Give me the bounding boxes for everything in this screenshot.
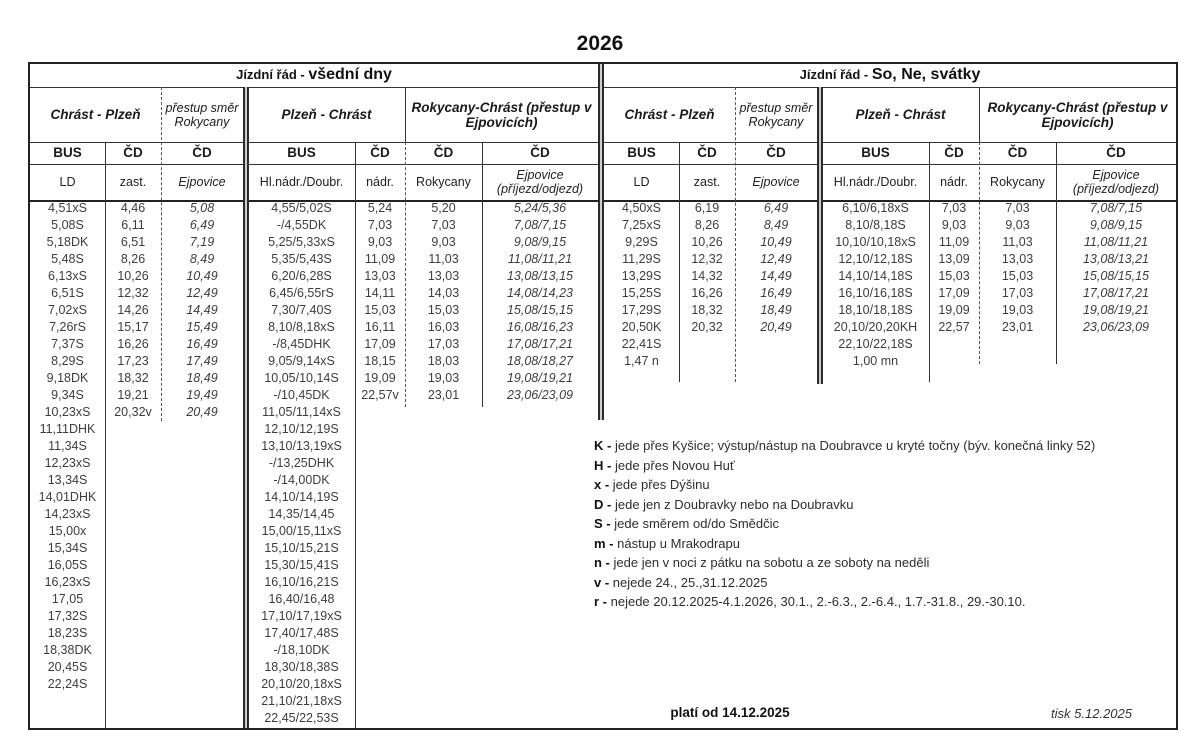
time-entry: 20,32v (114, 405, 152, 419)
time-entry: 8,26 (120, 252, 146, 266)
section-title-main: So, Ne, svátky (871, 66, 981, 83)
time-entry: 7,37S (51, 337, 84, 351)
time-entry: 16,40/16,48 (268, 592, 335, 606)
time-entry: 14,08/14,23 (506, 286, 574, 300)
legend-text: jede přes Dýšinu (612, 477, 710, 492)
time-entry: 15,00/15,11xS (261, 524, 342, 538)
legend-text: jede přes Kyšice; výstup/nástup na Doubravce u kryté točny (býv. konečná linky 52) (614, 438, 1096, 453)
time-entry: 13,03 (1001, 252, 1034, 266)
time-entry: 18,15 (364, 354, 396, 368)
time-entry: 11,29S (622, 252, 661, 266)
weekday-cd-nadr-times (355, 200, 405, 404)
time-entry: 14,32 (691, 269, 723, 283)
time-entry: 18,30/18,38S (264, 660, 339, 674)
time-entry: 12,23xS (44, 456, 91, 470)
time-entry: 17,05 (51, 592, 84, 606)
carrier-header-bus: BUS (861, 145, 890, 160)
time-entry: 18,32 (117, 371, 149, 385)
time-entry: 15,08/15,15 (506, 303, 574, 317)
time-entry: 5,08 (189, 201, 215, 215)
time-entry: 20,32 (691, 320, 723, 334)
time-entry: 16,26 (691, 286, 723, 300)
time-entry: 11,03 (428, 252, 459, 266)
group-header-plzen-chrast: Plzeň - Chrást (855, 107, 946, 122)
carrier-header-bus: BUS (287, 145, 316, 160)
time-entry: 10,26 (117, 269, 149, 283)
weekend-section (604, 64, 1176, 728)
time-entry: 12,49 (186, 286, 218, 300)
time-entry: 5,24/5,36 (513, 201, 567, 215)
time-entry: 12,32 (691, 252, 723, 266)
time-entry: 15,08/15,15 (1082, 269, 1150, 283)
carrier-header-cd: ČD (123, 145, 143, 160)
time-entry: 20,10/20,18xS (261, 677, 342, 691)
time-entry: 23,01 (427, 388, 460, 402)
time-entry: 13,10/13,19xS (261, 439, 342, 453)
weekday-cd-ejpovice-times (161, 200, 243, 421)
time-entry: 11,09 (364, 252, 396, 266)
time-entry: 14,11 (364, 286, 396, 300)
time-entry: 6,51 (120, 235, 146, 249)
time-entry: 9,18DK (46, 371, 89, 385)
carrier-header-cd: ČD (370, 145, 390, 160)
legend-key: K - (594, 438, 612, 453)
legend-key: m - (594, 535, 614, 551)
stop-header-ld: LD (633, 175, 650, 189)
time-entry: 19,08/19,21 (506, 371, 574, 385)
time-entry: 6,10/6,18xS (842, 201, 909, 215)
group-header-prestup: přestup směr Rokycany (739, 100, 813, 129)
time-entry: 6,49 (189, 218, 215, 232)
time-entry: 17,32S (47, 609, 88, 623)
time-entry: -/8,45DHK (272, 337, 331, 351)
time-entry: 6,13xS (48, 269, 87, 283)
weekday-section (30, 64, 598, 728)
time-entry: 16,49 (186, 337, 218, 351)
time-entry: 7,19 (189, 235, 215, 249)
carrier-header-cd: ČD (1106, 145, 1126, 160)
carrier-header-cd: ČD (944, 145, 964, 160)
weekday-cd-zast-times (105, 200, 161, 421)
time-entry: 20,49 (186, 405, 218, 419)
time-entry: 16,26 (117, 337, 149, 351)
time-entry: 4,46 (120, 201, 146, 215)
year-title: 2026 (576, 32, 624, 55)
time-entry: 6,51S (51, 286, 84, 300)
time-entry: 7,03 (941, 201, 967, 215)
time-entry: 11,03 (1002, 235, 1033, 249)
time-entry: 22,57v (361, 388, 399, 402)
time-entry: 8,10/8,18xS (268, 320, 335, 334)
time-entry: 16,23xS (44, 575, 91, 589)
time-entry: 1,47 n (624, 354, 659, 368)
time-entry: 14,26 (117, 303, 149, 317)
time-entry: 1,00 mn (852, 354, 899, 368)
time-entry: 19,09 (364, 371, 396, 385)
time-entry: 7,26rS (49, 320, 86, 334)
section-title-prefix: Jízdní řád - (236, 67, 309, 82)
time-entry: 12,32 (117, 286, 149, 300)
time-entry: 20,45S (47, 660, 88, 674)
time-entry: 22,10/22,18S (838, 337, 913, 351)
stop-header-rokycany: Rokycany (416, 175, 471, 189)
carrier-header-bus: BUS (627, 145, 656, 160)
time-entry: 7,03 (431, 218, 456, 232)
time-entry: 9,03 (1005, 218, 1030, 232)
time-entry: 11,08/11,21 (1083, 235, 1149, 249)
time-entry: 13,08/13,21 (1082, 252, 1150, 266)
time-entry: 7,08/7,15 (1089, 201, 1143, 215)
time-entry: 20,10/20,20KH (833, 320, 918, 334)
carrier-header-cd: ČD (530, 145, 550, 160)
group-header-plzen-chrast: Plzeň - Chrást (281, 107, 372, 122)
time-entry: 9,05/9,14xS (268, 354, 335, 368)
time-entry: 9,08/9,15 (1089, 218, 1143, 232)
time-entry: 10,26 (691, 235, 723, 249)
weekday-section-title (30, 64, 598, 87)
time-entry: 6,20/6,28S (271, 269, 332, 283)
time-entry: 10,23xS (44, 405, 91, 419)
time-entry: 5,48S (51, 252, 84, 266)
legend-item (594, 514, 1095, 534)
time-entry: 8,29S (51, 354, 84, 368)
time-entry: 13,09 (938, 252, 970, 266)
time-entry: 6,45/6,55rS (269, 286, 334, 300)
time-entry: 22,45/22,53S (264, 711, 339, 725)
time-entry: 17,09 (938, 286, 970, 300)
time-entry: 16,11 (364, 320, 396, 334)
time-entry: 13,03 (364, 269, 396, 283)
group-header-rokycany-chrast: Rokycany-Chrást (přestup v Ejpovicích) (987, 99, 1168, 130)
time-entry: 15,17 (117, 320, 149, 334)
time-entry: -/10,45DK (273, 388, 330, 402)
time-entry: 22,41S (621, 337, 662, 351)
time-entry: 18,38DK (43, 643, 92, 657)
time-entry: 12,10/12,19S (264, 422, 339, 436)
time-entry: 9,03 (941, 218, 967, 232)
time-entry: 22,57 (938, 320, 970, 334)
group-header-chrast-plzen: Chrást - Plzeň (624, 107, 715, 122)
time-entry: 11,09 (938, 235, 970, 249)
time-entry: 15,03 (1001, 269, 1034, 283)
time-entry: 14,10/14,19S (264, 490, 339, 504)
legend-text: nejede 24., 25.,31.12.2025 (612, 574, 768, 590)
time-entry: 4,51xS (48, 201, 87, 215)
time-entry: 18,08/18,27 (506, 354, 574, 368)
stop-header-zast: zast. (119, 175, 147, 189)
time-entry: 6,19 (694, 201, 720, 215)
legend-text: jede jen v noci z pátku na sobotu a ze soboty na neděli (613, 555, 930, 570)
timetable-table (28, 62, 1178, 730)
weekend-cd-ejpovice-prijezd-times (1056, 200, 1176, 336)
time-entry: 13,34S (47, 473, 88, 487)
time-entry: 9,08/9,15 (513, 235, 567, 249)
carrier-header-cd: ČD (697, 145, 717, 160)
legend-text: nástup u Mrakodrapu (617, 535, 740, 551)
time-entry: 14,35/14,45 (268, 507, 335, 521)
time-entry: 13,03 (427, 269, 460, 283)
time-entry: 5,20 (431, 201, 456, 215)
legend-key: H - (594, 457, 612, 473)
time-entry: 8,26 (694, 218, 720, 232)
time-entry: 7,08/7,15 (513, 218, 567, 232)
time-entry: 15,00x (48, 524, 87, 538)
time-entry: 10,10/10,18xS (835, 235, 916, 249)
time-entry: 11,11DHK (39, 422, 96, 436)
time-entry: 17,49 (186, 354, 218, 368)
time-entry: 18,32 (691, 303, 723, 317)
time-entry: 20,50K (621, 320, 662, 334)
time-entry: 15,10/15,21S (264, 541, 339, 555)
time-entry: 9,03 (431, 235, 456, 249)
time-entry: 19,49 (186, 388, 218, 402)
carrier-header-cd: ČD (766, 145, 786, 160)
time-entry: 15,03 (938, 269, 970, 283)
time-entry: 5,25/5,33xS (268, 235, 335, 249)
time-entry: 17,29S (621, 303, 662, 317)
time-entry: 15,25S (621, 286, 662, 300)
legend (594, 436, 1095, 612)
stop-header-rokycany: Rokycany (990, 175, 1045, 189)
time-entry: 11,05/11,14xS (262, 405, 341, 419)
time-entry: 19,03 (1001, 303, 1034, 317)
stop-header-nadr: nádr. (366, 175, 394, 189)
time-entry: 21,10/21,18xS (261, 694, 342, 708)
stop-header-ld: LD (59, 175, 76, 189)
time-entry: -/14,00DK (273, 473, 330, 487)
carrier-header-bus: BUS (53, 145, 82, 160)
time-entry: 19,03 (427, 371, 460, 385)
legend-key: x - (594, 477, 610, 492)
weekday-cd-rokycany-times (405, 200, 482, 404)
time-entry: 6,49 (763, 201, 789, 215)
legend-text: jede směrem od/do Smědčic (614, 516, 779, 531)
section-title-prefix: Jízdní řád - (799, 67, 872, 82)
time-entry: 5,18DK (46, 235, 89, 249)
weekend-cd-ejpovice-times (735, 200, 817, 336)
stop-header-ejpovice: Ejpovice (752, 175, 800, 189)
legend-item (594, 456, 1095, 476)
time-entry: 12,49 (760, 252, 792, 266)
time-entry: 18,49 (760, 303, 792, 317)
time-entry: 15,49 (186, 320, 218, 334)
time-entry: 17,03 (427, 337, 460, 351)
valid-from-note: platí od 14.12.2025 (670, 705, 790, 720)
time-entry: 8,49 (763, 218, 789, 232)
time-entry: 7,03 (1005, 201, 1030, 215)
time-entry: 22,24S (47, 677, 88, 691)
time-entry: 18,49 (186, 371, 218, 385)
time-entry: 16,08/16,23 (506, 320, 574, 334)
weekday-cd-ejpovice-prijezd-times (482, 200, 598, 404)
time-entry: 13,08/13,15 (506, 269, 574, 283)
time-entry: 17,08/17,21 (506, 337, 574, 351)
time-entry: 14,23xS (44, 507, 91, 521)
time-entry: 9,29S (625, 235, 658, 249)
time-entry: 17,10/17,19xS (261, 609, 342, 623)
time-entry: 17,23 (117, 354, 149, 368)
group-header-rokycany-chrast: Rokycany-Chrást (přestup v Ejpovicích) (411, 99, 592, 130)
time-entry: 17,03 (1001, 286, 1034, 300)
time-entry: 13,29S (621, 269, 662, 283)
time-entry: 20,49 (760, 320, 792, 334)
time-entry: 6,11 (121, 218, 145, 232)
legend-item (594, 573, 1095, 593)
time-entry: 15,03 (427, 303, 460, 317)
weekend-bus-ld-times (604, 200, 679, 370)
time-entry: -/4,55DK (276, 218, 327, 232)
time-entry: 5,24 (367, 201, 393, 215)
carrier-header-cd: ČD (1007, 145, 1028, 160)
stop-header-ejpovice-prijezd: Ejpovice (příjezd/odjezd) (496, 168, 584, 196)
time-entry: 18,23S (47, 626, 88, 640)
section-title-main: všední dny (308, 66, 392, 83)
time-entry: 7,30/7,40S (271, 303, 332, 317)
legend-item (594, 534, 1095, 554)
carrier-header-cd: ČD (433, 145, 454, 160)
stop-header-nadr: nádr. (940, 175, 968, 189)
weekday-bus-ld-times (30, 200, 105, 693)
time-entry: 18,03 (427, 354, 460, 368)
group-header-chrast-plzen: Chrást - Plzeň (50, 107, 141, 122)
time-entry: -/18,10DK (273, 643, 330, 657)
time-entry: 7,02xS (48, 303, 87, 317)
time-entry: 8,10/8,18S (845, 218, 906, 232)
time-entry: 23,06/23,09 (506, 388, 574, 402)
time-entry: 14,01DHK (38, 490, 97, 504)
legend-item (594, 475, 1095, 495)
time-entry: 4,55/5,02S (271, 201, 332, 215)
time-entry: 14,49 (186, 303, 218, 317)
legend-key: D - (594, 496, 612, 512)
time-entry: 9,03 (367, 235, 393, 249)
time-entry: 16,10/16,18S (838, 286, 913, 300)
time-entry: 18,10/18,18S (838, 303, 913, 317)
stop-header-ejpovice: Ejpovice (178, 175, 226, 189)
time-entry: 12,10/12,18S (838, 252, 913, 266)
time-entry: 11,08/11,21 (507, 252, 573, 266)
time-entry: 14,10/14,18S (838, 269, 913, 283)
stop-header-ejpovice-prijezd: Ejpovice (příjezd/odjezd) (1072, 168, 1160, 196)
time-entry: 5,08S (51, 218, 84, 232)
legend-item (594, 436, 1095, 456)
time-entry: 11,34S (48, 439, 87, 453)
print-date-note: tisk 5.12.2025 (1051, 706, 1132, 721)
time-entry: 14,49 (760, 269, 792, 283)
time-entry: 10,49 (760, 235, 792, 249)
weekend-bus-hlnadr-times (822, 200, 929, 370)
time-entry: 9,34S (51, 388, 84, 402)
time-entry: 17,09 (364, 337, 396, 351)
weekday-bus-hlnadr-times (248, 200, 355, 727)
time-entry: 5,35/5,43S (271, 252, 332, 266)
legend-item (594, 495, 1095, 515)
legend-text: jede jen z Doubravky nebo na Doubravku (614, 496, 854, 512)
time-entry: 10,05/10,14S (264, 371, 339, 385)
legend-key: S - (594, 516, 611, 531)
time-entry: 23,01 (1001, 320, 1034, 334)
legend-key: v - (594, 574, 610, 590)
time-entry: 7,03 (367, 218, 393, 232)
time-entry: 19,21 (117, 388, 149, 402)
stop-header-zast: zast. (693, 175, 721, 189)
time-entry: 17,40/17,48S (264, 626, 339, 640)
legend-text: nejede 20.12.2025-4.1.2026, 30.1., 2.-6.3., 2.-6.4., 1.7.-31.8., 29.-30.10. (610, 594, 1026, 609)
weekend-cd-rokycany-times (979, 200, 1056, 336)
legend-item (594, 553, 1095, 573)
legend-key: r - (594, 594, 607, 609)
time-entry: 15,30/15,41S (264, 558, 339, 572)
time-entry: 14,03 (427, 286, 460, 300)
stop-header-hlnadr: Hl.nádr./Doubr. (833, 175, 918, 189)
time-entry: 16,03 (427, 320, 460, 334)
time-entry: -/13,25DHK (268, 456, 335, 470)
stop-header-hlnadr: Hl.nádr./Doubr. (259, 175, 344, 189)
time-entry: 7,25xS (622, 218, 661, 232)
weekend-cd-nadr-times (929, 200, 979, 336)
group-header-prestup: přestup směr Rokycany (165, 100, 239, 129)
weekend-section-title (604, 64, 1176, 87)
time-entry: 23,06/23,09 (1082, 320, 1150, 334)
time-entry: 8,49 (189, 252, 215, 266)
time-entry: 4,50xS (622, 201, 661, 215)
time-entry: 19,08/19,21 (1082, 303, 1150, 317)
legend-key: n - (594, 555, 610, 570)
time-entry: 10,49 (186, 269, 218, 283)
time-entry: 16,05S (47, 558, 88, 572)
carrier-header-cd: ČD (192, 145, 212, 160)
time-entry: 16,49 (760, 286, 792, 300)
time-entry: 15,34S (47, 541, 88, 555)
legend-text: jede přes Novou Huť (614, 457, 735, 473)
weekend-cd-zast-times (679, 200, 735, 336)
time-entry: 15,03 (364, 303, 396, 317)
time-entry: 17,08/17,21 (1082, 286, 1150, 300)
time-entry: 19,09 (938, 303, 970, 317)
time-entry: 16,10/16,21S (264, 575, 339, 589)
legend-item (594, 592, 1095, 612)
